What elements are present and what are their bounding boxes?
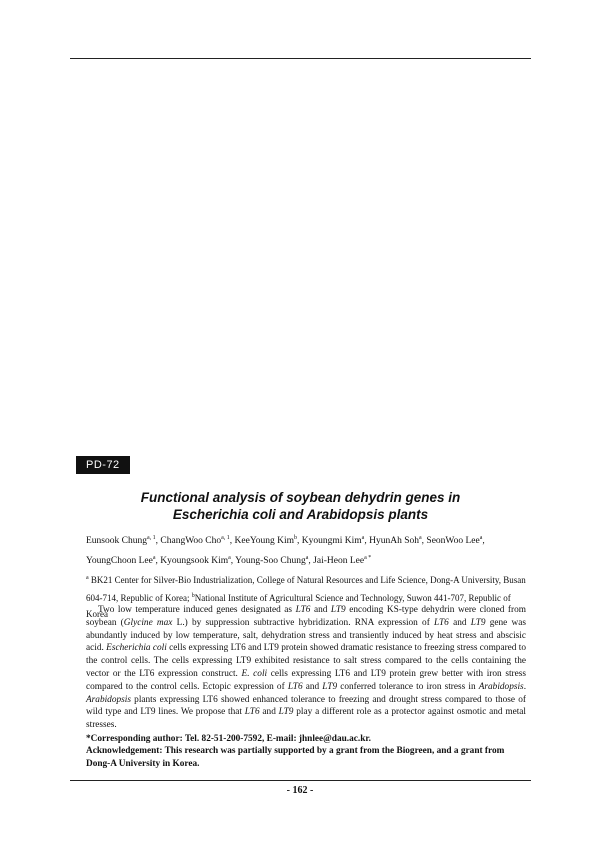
- authors-line-2: YoungChoon Lee$^a$, Kyoungsook Kim$^a$, Young-Soo Chung$^a$, Jai-Heon Lee$^{a *}$: [86, 555, 372, 567]
- title-line-1: Functional analysis of soybean dehydrin genes in: [140, 490, 461, 505]
- bottom-rule: [70, 780, 531, 781]
- affil-a-mark: a: [86, 575, 89, 581]
- paper-title: [70, 489, 531, 523]
- page-number: - 162 -: [286, 785, 314, 796]
- top-rule: [70, 58, 531, 59]
- author-list: [86, 530, 526, 570]
- title-line-2: Escherichia coli and Arabidopsis plants: [172, 507, 429, 522]
- abstract: [86, 604, 526, 732]
- corresponding-author: *Corresponding author: Tel. 82-51-200-7592, E-mail: jhnlee@dau.ac.kr.: [86, 734, 371, 744]
- acknowledgement: [86, 745, 526, 770]
- poster-id-badge: PD-72: [76, 456, 130, 474]
- affil-a-text: BK21 Center for Silver-Bio Industrialization, College of Natural Resources and Life Science, Dong-A University, Busan 604-714, Republic of Korea;: [86, 575, 526, 603]
- affil-b-mark: b: [191, 593, 195, 599]
- ack-label: Acknowledgement:: [86, 746, 165, 756]
- ack-text: This research was partially supported by a grant from the Biogreen, and a grant from Dong-A University in Korea.: [86, 746, 505, 769]
- abstract-paragraph: Two low temperature induced genes designated as LT6 and LT9 encoding KS-type dehydrin were cloned from soybean (Glycine max L.) by suppression subtractive hybridization. RNA expression of LT6 and LT9 gene was abundantly induced by low temperature, salt, dehydration stress and transiently induced by heat stress and abscisic acid. Escherichia coli cells expressing LT6 and LT9 protein showed dramatic resistance to freezing stress compared to the control cells. The cells expressing LT9 exhibited resistance to salt stress compared to the cells containing the vector or the LT6 expression construct. E. coli cells expressing LT6 and LT9 protein grew better with iron stress compared to the control cells. Ectopic expression of LT6 and LT9 conferred tolerance to iron stress in Arabidopsis. Arabidopsis plants expressing LT6 showed enhanced tolerance to freezing and drought stress compared to those of wild type and LT9 lines. We propose that LT6 and LT9 play a different role as a protector against osmotic and metal stresses.: [86, 605, 527, 731]
- affil-b-text: National Institute of Agricultural Science and Technology, Suwon 441-707, Republic of Korea: [86, 593, 511, 619]
- authors-line-1: Eunsook Chung$^{a, 1}$, ChangWoo Cho$^{a, 1}$, KeeYoung Kim$^b$, Kyoungmi Kim$^a$, HyunAh Soh$^a$, SeonWoo Lee$^a$,: [86, 535, 485, 547]
